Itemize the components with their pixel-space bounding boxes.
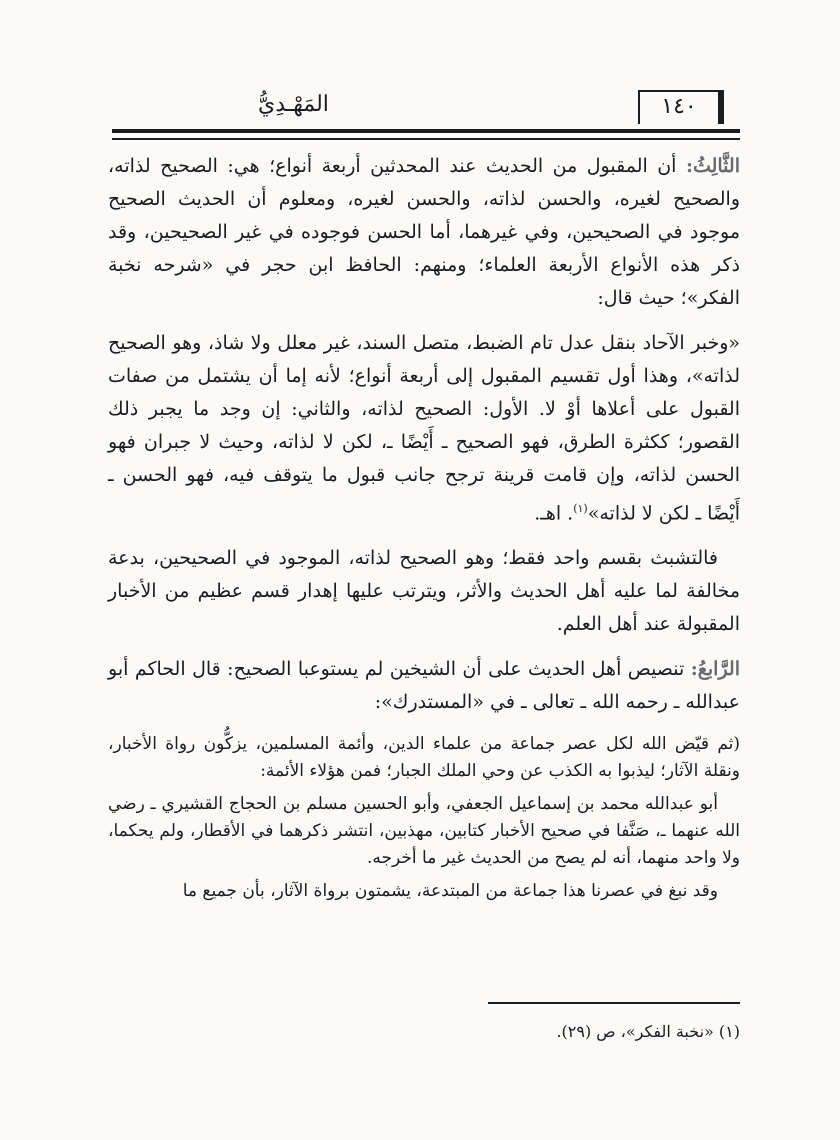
paragraph-conclusion xyxy=(108,542,740,641)
page-number: ١٤٠ xyxy=(661,94,697,119)
quote-text: أبو عبدالله محمد بن إسماعيل الجعفي، وأبو الحسين مسلم بن الحجاج القشيري ـ رضي الله عنهما ـ، صَنَّفا في صحيح الأخبار كتابين، مهذبين، انتشر ذكرهما في الأقطار، ولم يحكما، ولا واحد منهما، أنه لم يصح من الحديث غير ما أخرجه. xyxy=(108,794,740,869)
running-title: المَهْـدِيُّ xyxy=(258,92,329,117)
quote-text: وقد نبغ في عصرنا هذا جماعة من المبتدعة، يشمتون برواة الآثار، بأن جميع ما xyxy=(182,881,718,902)
quote-hakim-1 xyxy=(108,731,740,785)
paragraph-text: أن المقبول من الحديث عند المحدثين أربعة أنواع؛ هي: الصحيح لذاته، والصحيح لغيره، والحسن لذاته، والحسن لغيره، ومعلوم أن الحديث الصحيح موجود في الصحيحين، وفي غيرهما، أما الحسن فوجوده في غير الصحيحين، وقد ذكر هذه الأنواع الأربعة العلماء؛ ومنهم: الحافظ ابن حجر في «شرحه نخبة الفكر»؛ حيث قال: xyxy=(108,155,740,309)
quote-tail: . اهـ. xyxy=(534,502,574,525)
footnote-ref: (١) xyxy=(573,502,588,515)
page-number-box xyxy=(638,90,720,124)
paragraph-text: فالتشبث بقسم واحد فقط؛ وهو الصحيح لذاته، الموجود في الصحيحين، بدعة مخالفة لما عليه أهل الحديث والأثر، ويترتب عليها إهدار قسم عظيم من الأخبار المقبولة عند أهل العلم. xyxy=(108,547,740,636)
section-lead-fourth: الرَّابعُ: xyxy=(690,658,740,681)
paragraph-text: تنصيص أهل الحديث على أن الشيخين لم يستوعبا الصحيح: قال الحاكم أبو عبدالله ـ رحمه الله ـ تعالى ـ في «المستدرك»: xyxy=(108,658,740,714)
quote-text: «وخبر الآحاد بنقل عدل تام الضبط، متصل السند، غير معلل ولا شاذ، وهو الصحيح لذاته»، وهذا أول تقسيم المقبول إلى أربعة أنواع؛ لأنه إما أن يشتمل من صفات القبول على أعلاها أوْ لا. الأول: الصحيح لذاته، والثاني: إن وجد ما يجبر ذلك القصور؛ ككثرة الطرق، فهو الصحيح ـ أَيْضًا ـ، لكن لا لذاته، وحيث لا جبران فهو الحسن لذاته، وإن قامت قرينة ترجح جانب قبول ما يتوقف فيه، فهو الحسن ـ أَيْضًا ـ لكن لا لذاته» xyxy=(108,332,740,525)
quote-hakim-2 xyxy=(108,791,740,872)
main-text xyxy=(108,150,740,914)
section-lead-third: الثَّالِثُ: xyxy=(685,155,740,177)
paragraph-fourth-point xyxy=(108,653,740,719)
quote-ibn-hajar xyxy=(108,327,740,530)
quote-hakim-3 xyxy=(108,878,740,905)
quote-text: (ثم قيّض الله لكل عصر جماعة من علماء الدين، وأئمة المسلمين، يزكُّون رواة الأخبار، ونقلة الآثار؛ ليذبوا به الكذب عن وحي الملك الجبار؛ فمن هؤلاء الأئمة: xyxy=(108,734,740,782)
footnote: (١) «نخبة الفكر»، ص (٢٩). xyxy=(556,1022,740,1041)
footnote-rule xyxy=(488,1002,740,1004)
header-rule-thin xyxy=(112,138,740,140)
header-rule-thick xyxy=(112,129,740,133)
paragraph-third-point xyxy=(108,150,740,315)
page-header xyxy=(110,88,740,128)
